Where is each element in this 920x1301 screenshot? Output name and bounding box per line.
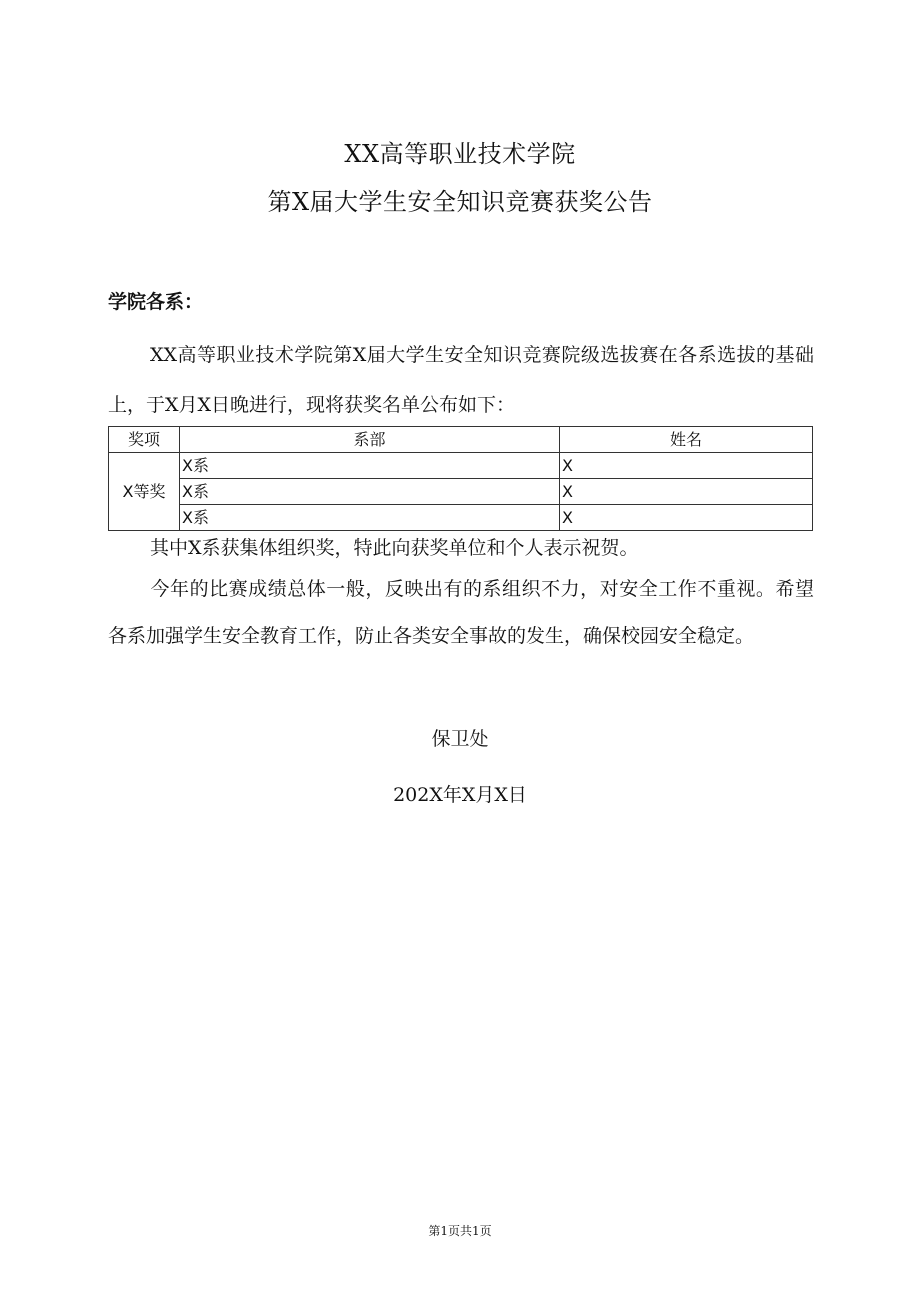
header-department: 系部 (180, 427, 560, 453)
signer: 保卫处 (431, 728, 489, 750)
name-cell: X (560, 505, 813, 531)
paragraph-summary (108, 566, 814, 660)
table-row (109, 479, 813, 505)
paragraph-intro (108, 330, 814, 430)
table-header-row (109, 427, 813, 453)
header-name: 姓名 (560, 427, 813, 453)
header-award: 奖项 (109, 427, 180, 453)
paragraph-intro-text: XX高等职业技术学院第X届大学生安全知识竞赛院级选拔赛在各系选拔的基础上，于X月X日晚进行，现将获奖名单公布如下： (108, 344, 814, 416)
document-title-line1: XX高等职业技术学院 (344, 140, 576, 168)
paragraph-summary-text: 今年的比赛成绩总体一般，反映出有的系组织不力，对安全工作不重视。希望各系加强学生安全教育工作，防止各类安全事故的发生，确保校园安全稳定。 (108, 578, 814, 647)
awards-table (108, 426, 813, 531)
salutation: 学院各系： (108, 291, 204, 313)
document-title-line2: 第X届大学生安全知识竞赛获奖公告 (267, 188, 653, 216)
name-cell: X (560, 453, 813, 479)
name-cell: X (560, 479, 813, 505)
award-cell: X等奖 (109, 453, 180, 531)
document-date: 202X年X月X日 (393, 784, 527, 806)
department-cell: X系 (180, 479, 560, 505)
paragraph-congratulations-text: 其中X系获集体组织奖，特此向获奖单位和个人表示祝贺。 (150, 537, 639, 559)
department-cell: X系 (180, 453, 560, 479)
department-cell: X系 (180, 505, 560, 531)
page-footer: 第1页共1页 (428, 1224, 492, 1238)
table-row (109, 453, 813, 479)
